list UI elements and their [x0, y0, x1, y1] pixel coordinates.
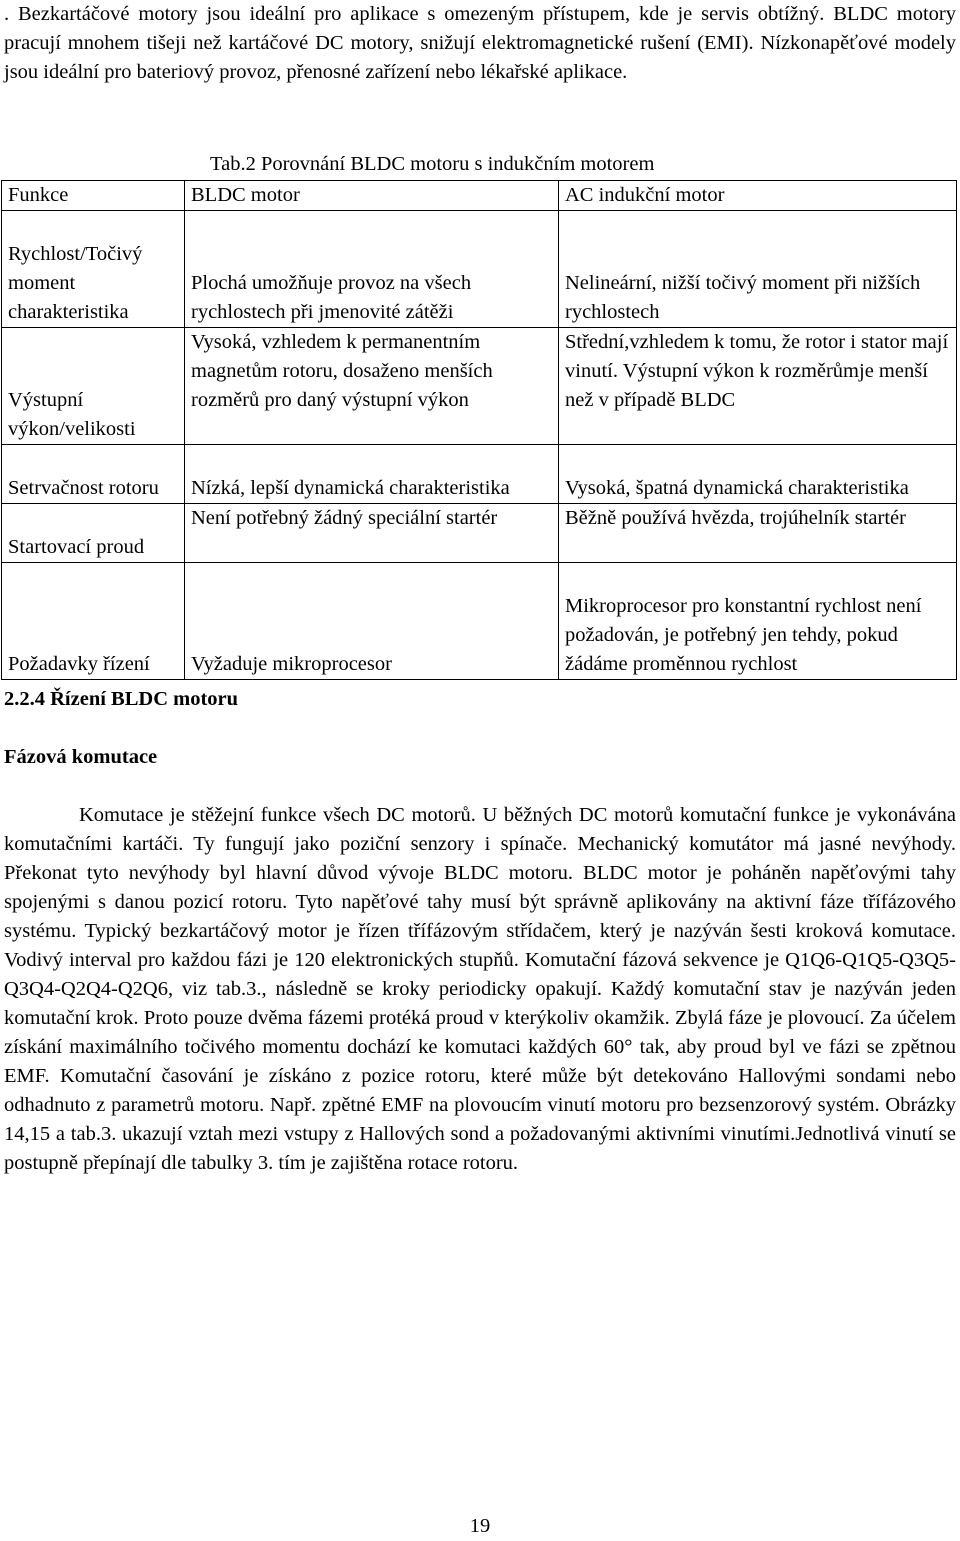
intro-paragraph: . Bezkartáčové motory jsou ideální pro aplikace s omezeným přístupem, kde je servis obtížný. BLDC motory pracují mnohem tišeji než kartáčové DC motory, snižují elektromagnetické rušení (EMI). Nízkonapěťové modely jsou ideální pro bateriový provoz, přenosné zařízení nebo lékařské aplikace. [4, 3, 956, 83]
feature-cell: Rychlost/Točivý moment charakteristika [2, 211, 185, 328]
ac-cell: Mikroprocesor pro konstantní rychlost není požadován, je potřebný jen tehdy, pokud žádáme proměnnou rychlost [559, 563, 957, 680]
table-row [2, 328, 957, 445]
bldc-cell: Vysoká, vzhledem k permanentním magnetům rotoru, dosaženo menších rozměrů pro daný výstupní výkon [185, 328, 559, 445]
subsection-heading: Fázová komutace [4, 746, 158, 768]
ac-cell: Běžně používá hvězda, trojúhelník startér [559, 504, 957, 563]
table-row [2, 445, 957, 504]
header-bldc: BLDC motor [185, 181, 559, 211]
feature-cell: Požadavky řízení [2, 563, 185, 680]
body-paragraph: Komutace je stěžejní funkce všech DC motorů. U běžných DC motorů komutační funkce je vykonávána komutačními kartáči. Ty fungují jako poziční senzory i spínače. Mechanický komutátor má jasné nevýhody. Překonat tyto nevýhody byl hlavní důvod vývoje BLDC motoru. BLDC motor je poháněn napěťovými tahy spojenými s danou pozicí rotoru. Tyto napěťové tahy musí být správně aplikovány na aktivní fáze třífázového systému. Typický bezkartáčový motor je řízen třífázovým střídačem, který je nazýván šesti kroková komutace. Vodivý interval pro každou fázi je 120 elektronických stupňů. Komutační fázová sekvence je Q1Q6-Q1Q5-Q3Q5-Q3Q4-Q2Q4-Q2Q6, viz tab.3., následně se kroky periodicky opakují. Každý komutační stav je nazýván jeden komutační krok. Proto pouze dvěma fázemi protéká proud v kterýkoliv okamžik. Zbylá fáze je plovoucí. Za účelem získání maximálního točivého momentu dochází ke komutaci každých 60° tak, aby proud byl ve fázi se zpětnou EMF. Komutační časování je získáno z pozice rotoru, které může být detekováno Hallovými sondami nebo odhadnuto z parametrů motoru. Např. zpětné EMF na plovoucím vinutí motoru pro bezsenzorový systém. Obrázky 14,15 a tab.3. ukazují vztah mezi vstupy z Hallových sond a požadovanými aktivními vinutími.Jednotlivá vinutí se postupně přepínají dle tabulky 3. tím je zajištěna rotace rotoru. [4, 804, 956, 1174]
header-ac: AC indukční motor [559, 181, 957, 211]
ac-cell: Nelineární, nižší točivý moment při nižších rychlostech [559, 211, 957, 328]
table-header-row [2, 181, 957, 211]
page-number: 19 [469, 1515, 491, 1537]
feature-cell: Startovací proud [2, 504, 185, 563]
bldc-cell: Plochá umožňuje provoz na všech rychlostech při jmenovité zátěži [185, 211, 559, 328]
table-row [2, 563, 957, 680]
feature-cell: Setrvačnost rotoru [2, 445, 185, 504]
ac-cell: Vysoká, špatná dynamická charakteristika [559, 445, 957, 504]
section-heading: 2.2.4 Řízení BLDC motoru [4, 688, 239, 710]
table-row [2, 504, 957, 563]
ac-cell: Střední,vzhledem k tomu, že rotor i stator mají vinutí. Výstupní výkon k rozměrůmje menší než v případě BLDC [559, 328, 957, 445]
bldc-cell: Vyžaduje mikroprocesor [185, 563, 559, 680]
bldc-cell: Nízká, lepší dynamická charakteristika [185, 445, 559, 504]
bldc-cell: Není potřebný žádný speciální startér [185, 504, 559, 563]
header-feature: Funkce [2, 181, 185, 211]
table-row [2, 211, 957, 328]
comparison-table [1, 180, 957, 680]
feature-cell: Výstupní výkon/velikosti [2, 328, 185, 445]
table-caption: Tab.2 Porovnání BLDC motoru s indukčním motorem [210, 153, 655, 175]
